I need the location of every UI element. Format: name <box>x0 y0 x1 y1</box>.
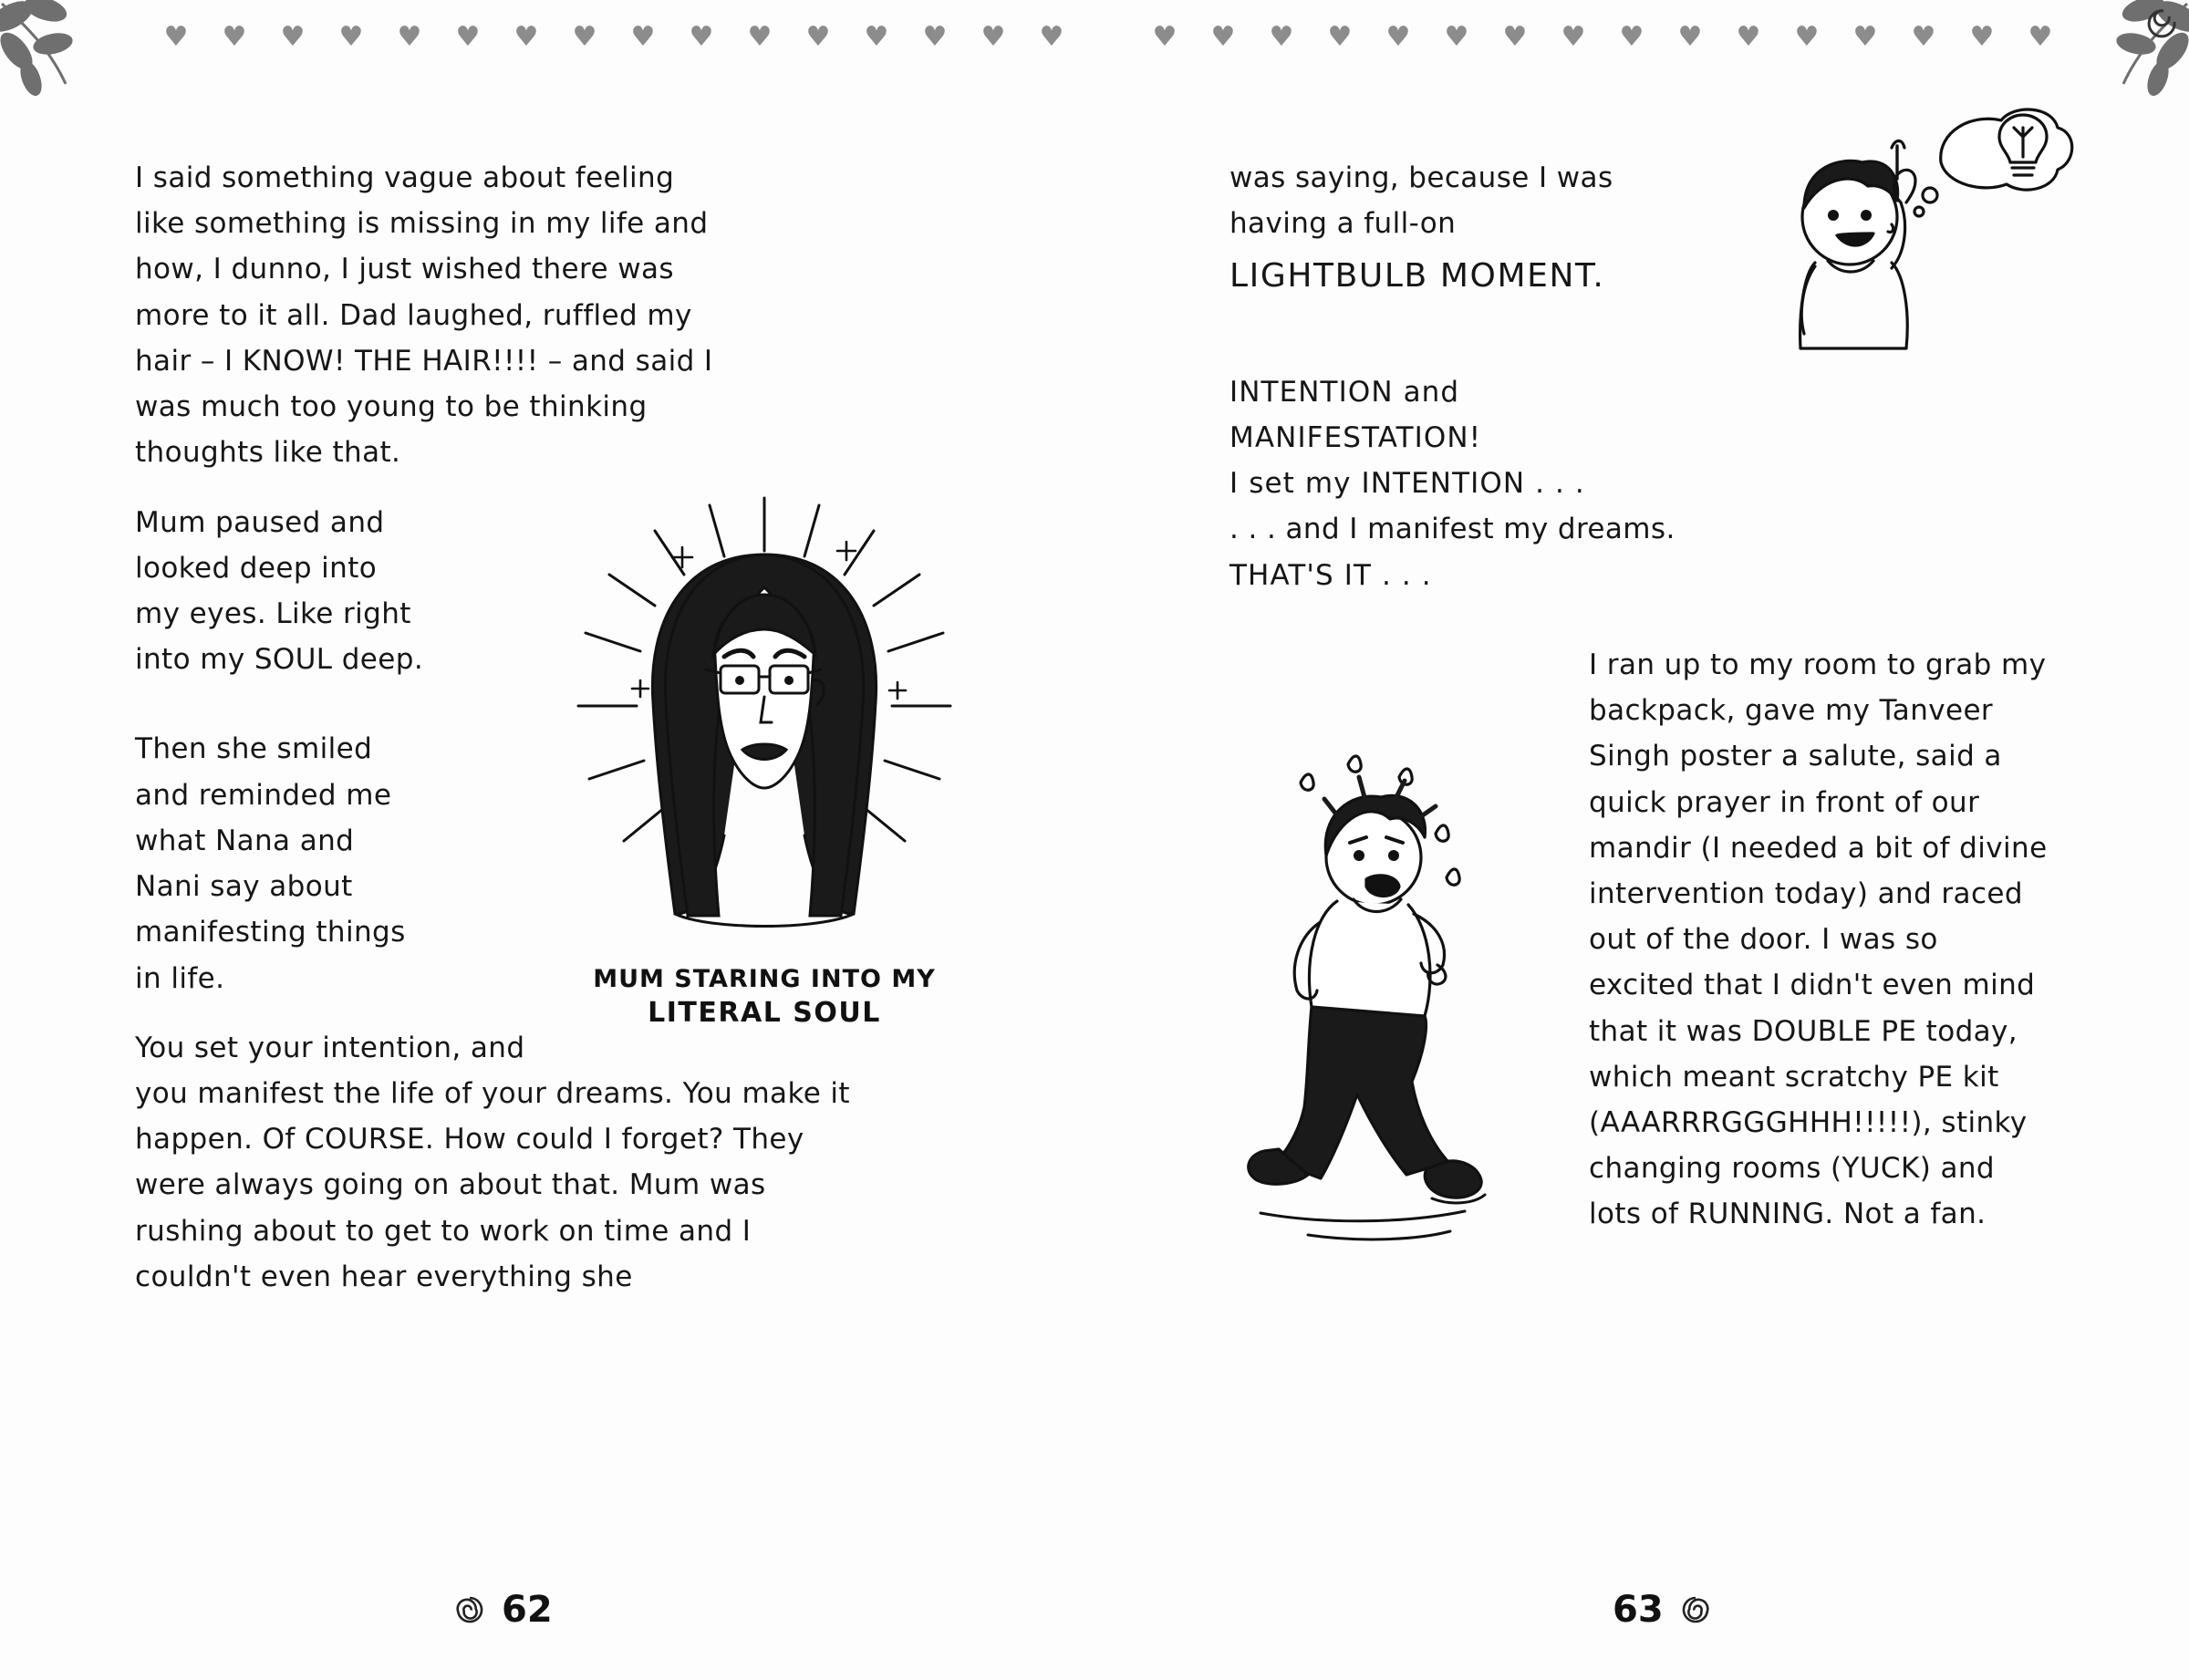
boy-running-illustration <box>1220 750 1558 1264</box>
portrait-drawing <box>545 487 983 961</box>
paragraph: I set my INTENTION . . . <box>1229 467 1585 501</box>
heart-icon: ♥ <box>1852 21 1878 53</box>
paragraph: Mum paused and looked deep into my eyes. Like right into my SOUL deep. <box>135 505 424 677</box>
heart-icon: ♥ <box>397 21 422 53</box>
heart-icon: ♥ <box>1039 21 1064 53</box>
heart-icon: ♥ <box>1210 21 1236 53</box>
heart-icon: ♥ <box>1794 21 1820 53</box>
paragraph: Then she smiled and reminded me what Nana and Nani say about manifesting things in life. <box>135 732 406 995</box>
heart-icon: ♥ <box>1152 21 1177 53</box>
heart-icon: ♥ <box>1969 21 1995 53</box>
heart-icon: ♥ <box>1677 21 1703 53</box>
heart-icon: ♥ <box>630 21 656 53</box>
page-number-left <box>454 1589 553 1631</box>
paragraph: THAT'S IT . . . <box>1229 558 1432 592</box>
lightbulb-boy-drawing <box>1713 106 2078 379</box>
heart-icon: ♥ <box>455 21 481 53</box>
spiral-icon <box>1680 1594 1711 1625</box>
heart-icon: ♥ <box>1327 21 1353 53</box>
heart-icon: ♥ <box>805 21 831 53</box>
heart-divider-right <box>1151 21 2054 53</box>
paragraph: INTENTION and MANIFESTATION! <box>1229 375 1482 454</box>
boy-lightbulb-illustration <box>1713 106 2078 383</box>
heart-icon: ♥ <box>922 21 948 53</box>
heart-icon: ♥ <box>338 21 364 53</box>
mum-staring-portrait-illustration <box>545 487 983 1029</box>
paragraph: You set your intention, and you manifest the life of your dreams. You make it happen. Of COURSE. How could I forget? They were always going on about that. Mum was rushing about to get to work on time and I couldn't even hear everything she <box>135 1031 850 1293</box>
heart-icon: ♥ <box>1269 21 1294 53</box>
left-page-column <box>135 155 983 1323</box>
heart-icon: ♥ <box>689 21 714 53</box>
heart-icon: ♥ <box>163 21 189 53</box>
heart-icon: ♥ <box>514 21 539 53</box>
paragraph: . . . and I manifest my dreams. <box>1229 513 1675 546</box>
paragraph: I ran up to my room to grab my backpack, gave my Tanveer Singh poster a salute, said a quick prayer in front of our mandir (I needed a bit of divine intervention today) and raced out of the door. I was so excited that I didn't even mind that it was DOUBLE PE today, which meant scratchy PE kit (AAARRRGGGHHH!!!!!), stinky changing rooms (YUCK) and lots of RUNNING. Not a fan. <box>1589 648 2048 1231</box>
paragraph-lightbulb-moment: LIGHTBULB MOMENT. <box>1229 257 1605 296</box>
paragraph: I said something vague about feeling like something is missing in my life and how, I dunno, I just wished there was more to it all. Dad laughed, ruffled my hair – I KNOW! THE HAIR!!!! – and said I was much too young to be thinking thoughts like that. <box>135 161 713 470</box>
heart-icon: ♥ <box>1911 21 1936 53</box>
heart-icon: ♥ <box>864 21 889 53</box>
running-boy-drawing <box>1220 750 1558 1260</box>
heart-icon: ♥ <box>747 21 773 53</box>
heart-icon: ♥ <box>1385 21 1411 53</box>
illustration-caption <box>545 965 983 1029</box>
heart-icon: ♥ <box>1736 21 1761 53</box>
caption-line-1: MUM STARING INTO MY <box>593 964 936 993</box>
heart-icon: ♥ <box>222 21 247 53</box>
heart-divider-left <box>162 21 1065 53</box>
page-number-right <box>1613 1589 1711 1631</box>
paragraph: was saying, because I was having a full-on <box>1229 161 1613 241</box>
heart-icon: ♥ <box>1619 21 1644 53</box>
caption-line-2: LITERAL SOUL <box>648 996 881 1029</box>
heart-icon: ♥ <box>1444 21 1469 53</box>
heart-icon: ♥ <box>1561 21 1586 53</box>
page-number: 63 <box>1613 1589 1664 1631</box>
spiral-icon <box>454 1594 485 1625</box>
right-page-column <box>1229 155 2078 1264</box>
heart-icon: ♥ <box>980 21 1006 53</box>
heart-icon: ♥ <box>2028 21 2053 53</box>
leaf-corner-icon <box>0 0 137 119</box>
heart-icon: ♥ <box>1502 21 1528 53</box>
heart-icon: ♥ <box>572 21 597 53</box>
heart-icon: ♥ <box>280 21 306 53</box>
leaf-corner-icon <box>2052 0 2189 119</box>
spread-body <box>0 155 2189 1680</box>
page-number: 62 <box>502 1589 553 1631</box>
